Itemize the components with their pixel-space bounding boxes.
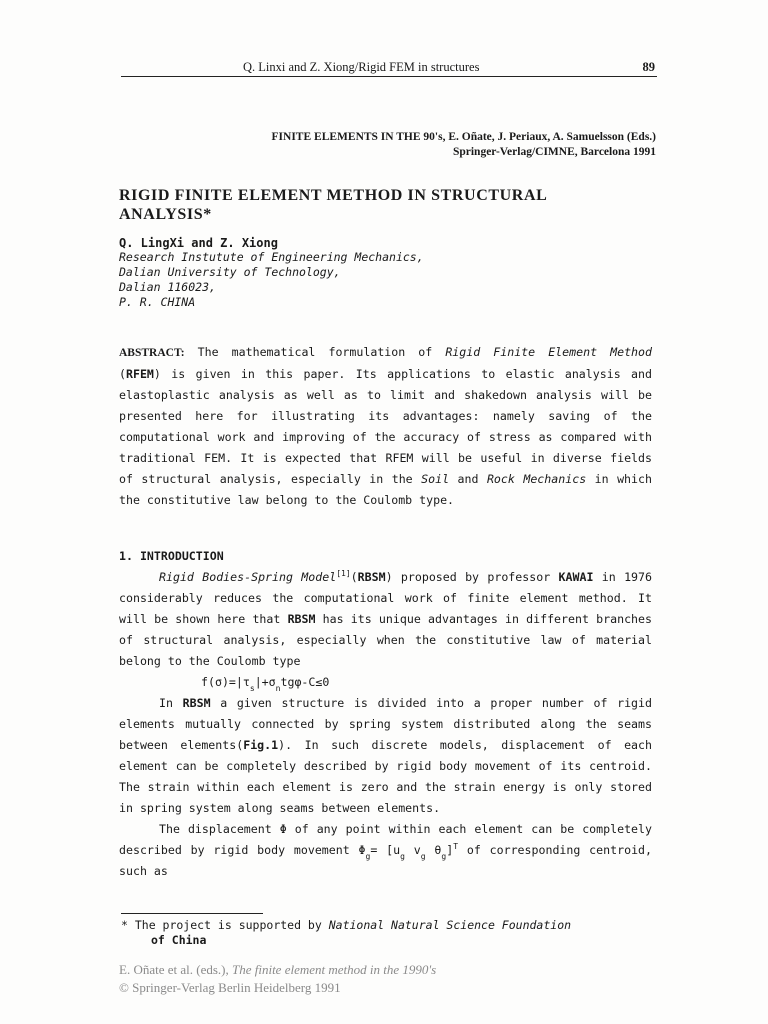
intro-paragraph-3 bbox=[119, 819, 652, 882]
citation-ref: [1] bbox=[336, 569, 351, 578]
subscript: g bbox=[441, 852, 447, 861]
abstract-term-rock: Rock Mechanics bbox=[486, 472, 587, 486]
body-text: ] bbox=[446, 843, 454, 857]
paper-title-line-2: ANALYSIS* bbox=[119, 206, 212, 223]
affiliation-line-3: Dalian 116023, bbox=[119, 280, 216, 294]
acronym: RBSM bbox=[287, 612, 316, 626]
abstract-paragraph bbox=[119, 342, 652, 511]
subscript: g bbox=[365, 852, 371, 861]
body-text: θ bbox=[425, 843, 442, 857]
footnote-foundation: National Natural Science Foundation bbox=[328, 918, 572, 932]
paper-title-line-1: RIGID FINITE ELEMENT METHOD IN STRUCTURAL bbox=[119, 187, 548, 204]
coulomb-formula bbox=[119, 672, 652, 693]
intro-paragraph-1 bbox=[119, 567, 652, 672]
section-heading: 1. INTRODUCTION bbox=[119, 549, 224, 563]
body-text: ) proposed by professor bbox=[385, 570, 559, 584]
figure-ref: Fig.1 bbox=[243, 738, 279, 752]
book-title: The finite element method in the 1990's bbox=[231, 962, 437, 977]
footnote bbox=[121, 918, 656, 948]
affiliation-line-2: Dalian University of Technology, bbox=[119, 265, 341, 279]
body-text: The displacement Φ of any point within each element can be completely described by rigid body movement Φ bbox=[119, 822, 652, 857]
abstract-text: The mathematical formulation of bbox=[184, 345, 446, 359]
abstract-label: ABSTRACT: bbox=[119, 347, 185, 359]
credit-text: E. Oñate et al. (eds.), bbox=[119, 962, 232, 977]
formula-subscript: n bbox=[275, 684, 281, 693]
body-text: In bbox=[159, 696, 183, 710]
header-rule bbox=[121, 76, 657, 77]
proceedings-line-2: Springer-Verlag/CIMNE, Barcelona 1991 bbox=[452, 146, 656, 158]
superscript: T bbox=[453, 842, 459, 851]
body-text: v bbox=[404, 843, 421, 857]
copyright-credit bbox=[119, 961, 436, 997]
abstract-acronym: RFEM bbox=[125, 367, 154, 381]
formula-part: f(σ)=|τ bbox=[201, 675, 250, 689]
proceedings-reference bbox=[272, 130, 656, 160]
formula-part: tgφ-C≤0 bbox=[280, 675, 330, 689]
body-text: ). In such discrete models, displacement of each element can be completely described by rigid body movement of its centroid. The strain within each element is zero and the strain energy is only stored in spring system along seams between elements. bbox=[119, 738, 652, 815]
formula-subscript: s bbox=[249, 684, 255, 693]
affiliation-line-1: Research Instutute of Engineering Mechanics, bbox=[119, 250, 424, 264]
affiliation bbox=[119, 250, 424, 310]
footnote-line-2: of China bbox=[151, 933, 207, 947]
page-number: 89 bbox=[642, 60, 655, 74]
abstract-text: ) is given in this paper. Its applications to elastic analysis and elastoplastic analysis as well as to limit and shakedown analysis will be presented here for illustrating its advantages: namely saving of the computational work and improving of the accuracy of stress as compared with traditional FEM. It is expected that RFEM will be useful in diverse fields of structural analysis, especially in the bbox=[119, 367, 652, 486]
formula-part: |+σ bbox=[254, 675, 276, 689]
abstract-term-rfem: Rigid Finite Element Method bbox=[445, 345, 652, 359]
abstract-text: in which the constitutive law belong to the Coulomb type. bbox=[119, 472, 652, 507]
acronym: RBSM bbox=[182, 696, 211, 710]
term-rbsm: Rigid Bodies-Spring Model bbox=[159, 570, 337, 584]
body-text: has its unique advantages in different branches of structural analysis, especially when the constitutive law of material belong to the Coulomb type bbox=[119, 612, 652, 668]
abstract-term-soil: Soil bbox=[421, 472, 450, 486]
abstract-text: ( bbox=[119, 367, 126, 381]
credit-line-2: © Springer-Verlag Berlin Heidelberg 1991 bbox=[119, 980, 341, 995]
running-head-title: Q. Linxi and Z. Xiong/Rigid FEM in structures bbox=[243, 60, 480, 74]
subscript: g bbox=[400, 852, 405, 861]
body-text: = [u bbox=[370, 843, 401, 857]
body-text: ( bbox=[350, 570, 358, 584]
credit-line-1 bbox=[119, 961, 436, 979]
proceedings-line-1: FINITE ELEMENTS IN THE 90's, E. Oñate, J. Periaux, A. Samuelsson (Eds.) bbox=[271, 131, 656, 143]
affiliation-line-4: P. R. CHINA bbox=[119, 295, 196, 309]
footnote-rule bbox=[121, 913, 263, 914]
acronym: RBSM bbox=[357, 570, 386, 584]
introduction-section bbox=[119, 546, 652, 882]
body-text: in 1976 considerably reduces the computational work of finite element method. It will be shown here that bbox=[119, 570, 652, 626]
body-text: of corresponding centroid, such as bbox=[119, 843, 653, 878]
abstract-text: and bbox=[449, 472, 487, 486]
abstract bbox=[119, 342, 652, 511]
body-text: a given structure is divided into a proper number of rigid elements mutually connected by spring system distributed along the seams between elements( bbox=[119, 696, 652, 752]
authors: Q. LingXi and Z. Xiong bbox=[119, 236, 278, 250]
subscript: g bbox=[420, 852, 426, 861]
paper-title bbox=[119, 186, 659, 224]
footnote-line-1 bbox=[121, 918, 656, 933]
intro-paragraph-2 bbox=[119, 693, 652, 819]
author-name: KAWAI bbox=[558, 570, 594, 584]
footnote-text: * The project is supported by bbox=[121, 918, 329, 932]
